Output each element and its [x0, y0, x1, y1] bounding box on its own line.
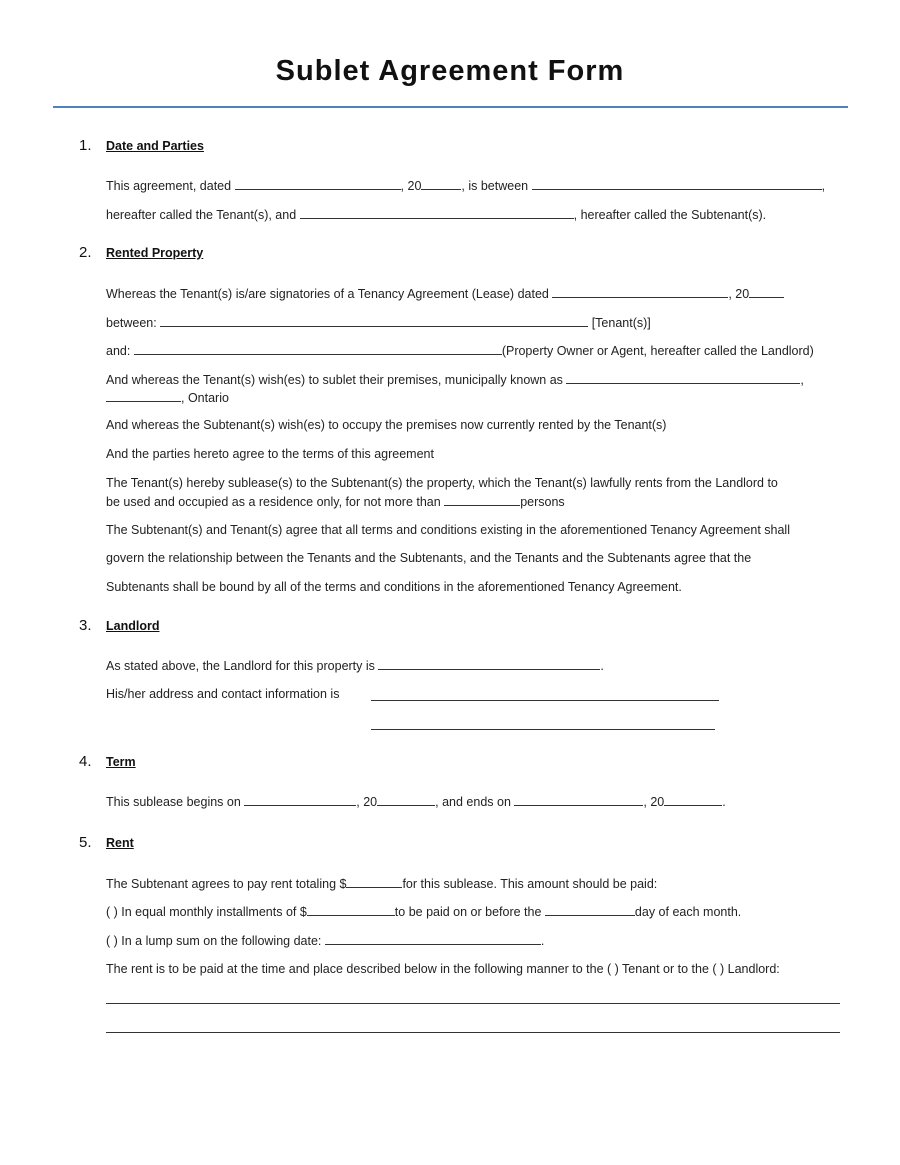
section-4-number: 4.	[79, 753, 92, 770]
text: .	[722, 795, 726, 809]
city-blank[interactable]	[106, 390, 181, 402]
s2-line-1	[106, 286, 784, 301]
text: ( ) In a lump sum on the following date:	[106, 934, 325, 948]
text: The Subtenant agrees to pay rent totaling $	[106, 877, 347, 891]
text: (Property Owner or Agent, hereafter called the Landlord)	[501, 344, 814, 358]
lump-sum-date-blank[interactable]	[325, 933, 541, 945]
text: ( ) In equal monthly installments of $	[106, 905, 307, 919]
s5-line-4: The rent is to be paid at the time and place described below in the following manner to the ( ) Tenant or to the ( ) Landlord:	[106, 962, 780, 976]
form-title: Sublet Agreement Form	[275, 55, 625, 87]
text: , 20	[356, 795, 378, 809]
tenant-name-blank[interactable]	[532, 178, 822, 190]
section-4-heading: Term	[106, 755, 136, 769]
section-3-number: 3.	[79, 617, 92, 634]
end-date-blank[interactable]	[514, 794, 643, 806]
s2-line-10: The Subtenant(s) and Tenant(s) agree that all terms and conditions existing in the aforementioned Tenancy Agreement shall	[106, 523, 790, 537]
landlord-name-blank[interactable]	[378, 658, 600, 670]
s2-line-9	[106, 494, 565, 509]
s2-line-11: govern the relationship between the Tenants and the Subtenants, and the Tenants and the Subtenants agree that the	[106, 551, 752, 565]
text: day of each month.	[634, 905, 742, 919]
s5-line-3	[106, 933, 544, 948]
lease-date-blank[interactable]	[552, 286, 728, 298]
text: for this sublease. This amount should be paid:	[402, 877, 658, 891]
lease-year-blank[interactable]	[749, 286, 784, 298]
begin-date-blank[interactable]	[244, 794, 356, 806]
section-1-heading: Date and Parties	[106, 139, 204, 153]
text: This agreement, dated	[106, 179, 235, 193]
s3-line-2	[106, 687, 339, 701]
text: persons	[520, 495, 565, 509]
subtenant-name-blank[interactable]	[300, 207, 574, 219]
text: between:	[106, 316, 161, 330]
section-2-heading: Rented Property	[106, 246, 204, 260]
contact-line-2[interactable]	[371, 729, 715, 730]
s2-line-8: The Tenant(s) hereby sublease(s) to the Subtenant(s) the property, which the Tenant(s) lawfully rents from the Landlord to	[106, 476, 778, 490]
section-1-number: 1.	[79, 137, 92, 154]
section-2-number: 2.	[79, 244, 92, 261]
text: hereafter called the Tenant(s), and	[106, 208, 300, 222]
text: , is between	[461, 179, 532, 193]
text: , and ends on	[435, 795, 515, 809]
s5-line-1	[106, 876, 657, 891]
text: .	[600, 659, 604, 673]
s2-line-4	[106, 372, 804, 387]
text: And whereas the Tenant(s) wish(es) to sublet their premises, municipally known as	[106, 373, 567, 387]
text: [Tenant(s)]	[588, 316, 651, 330]
s3-line-1	[106, 658, 604, 673]
year-blank[interactable]	[421, 178, 461, 190]
s2-line-2	[106, 315, 651, 330]
tenants-blank[interactable]	[160, 315, 588, 327]
text: ,	[821, 179, 826, 193]
s2-line-3	[106, 343, 814, 358]
s1-line-1	[106, 178, 825, 193]
title-divider	[53, 106, 848, 108]
monthly-amount-blank[interactable]	[307, 904, 395, 916]
text: .	[540, 934, 545, 948]
s4-line-1	[106, 794, 726, 809]
text: , 20	[728, 287, 750, 301]
text: ,	[800, 373, 804, 387]
begin-year-blank[interactable]	[377, 794, 435, 806]
occupants-blank[interactable]	[444, 494, 520, 506]
text: and:	[106, 344, 134, 358]
text: His/her address and contact information is	[106, 687, 340, 701]
payment-details-line-2[interactable]	[106, 1032, 840, 1033]
address-blank[interactable]	[566, 372, 800, 384]
text: , Ontario	[181, 391, 229, 405]
due-day-blank[interactable]	[545, 904, 635, 916]
landlord-blank[interactable]	[134, 343, 502, 355]
s2-line-7: And the parties hereto agree to the terms of this agreement	[106, 447, 434, 461]
text: , 20	[643, 795, 665, 809]
text: , 20	[400, 179, 422, 193]
rent-total-blank[interactable]	[346, 876, 402, 888]
text: As stated above, the Landlord for this property is	[106, 659, 379, 673]
text: This sublease begins on	[106, 795, 245, 809]
section-5-number: 5.	[79, 834, 92, 851]
text: to be paid on or before the	[394, 905, 545, 919]
text: be used and occupied as a residence only, for not more than	[106, 495, 445, 509]
section-5-heading: Rent	[106, 836, 134, 850]
section-3-heading: Landlord	[106, 619, 160, 633]
text: Whereas the Tenant(s) is/are signatories of a Tenancy Agreement (Lease) dated	[106, 287, 553, 301]
s2-line-5	[106, 390, 229, 405]
payment-details-line-1[interactable]	[106, 1003, 840, 1004]
s2-line-6: And whereas the Subtenant(s) wish(es) to occupy the premises now currently rented by the Tenant(s)	[106, 418, 667, 432]
contact-line-1[interactable]	[371, 700, 719, 701]
text: , hereafter called the Subtenant(s).	[573, 208, 767, 222]
s1-line-2	[106, 207, 766, 222]
date-blank[interactable]	[235, 178, 401, 190]
end-year-blank[interactable]	[664, 794, 722, 806]
s2-line-12: Subtenants shall be bound by all of the terms and conditions in the aforementioned Tenancy Agreement.	[106, 580, 682, 594]
s5-line-2	[106, 904, 741, 919]
